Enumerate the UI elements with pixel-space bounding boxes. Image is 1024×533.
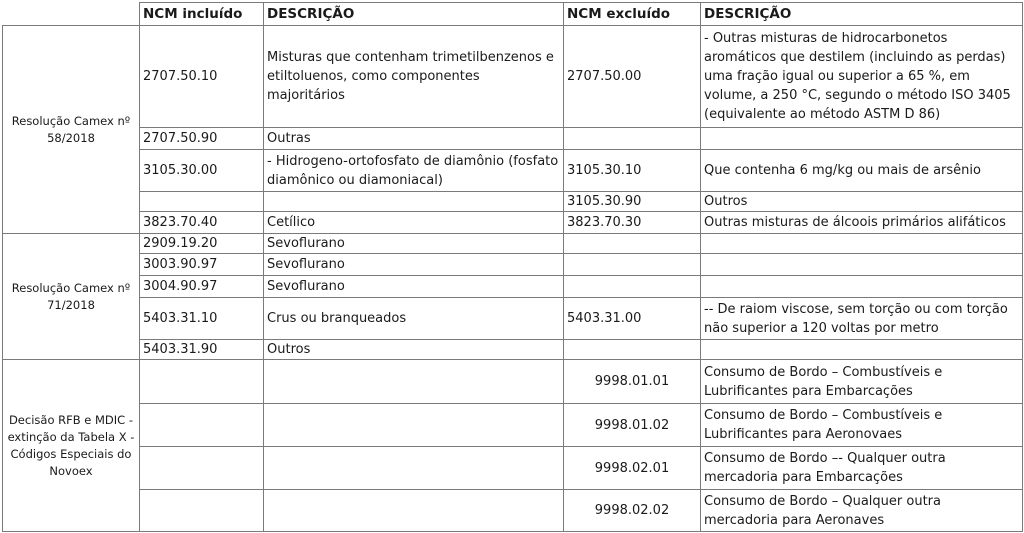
ncm-excluido-cell xyxy=(564,340,701,360)
ncm-incluido-cell xyxy=(140,490,264,532)
ncm-incluido-cell xyxy=(140,192,264,212)
ncm-excluido-cell: 3105.30.90 xyxy=(564,192,701,212)
descricao-incluido-cell: Sevoflurano xyxy=(264,254,564,276)
header-descricao-excluido: DESCRIÇÃO xyxy=(701,3,1023,26)
table-row xyxy=(3,490,1023,532)
header-ncm-excluido: NCM excluído xyxy=(564,3,701,26)
ncm-incluido-cell: 3105.30.00 xyxy=(140,150,264,192)
descricao-incluido-cell: Sevoflurano xyxy=(264,276,564,298)
descricao-excluido-cell: Consumo de Bordo – Combustíveis e Lubrificantes para Aeronovaes xyxy=(701,404,1023,447)
descricao-excluido-cell xyxy=(701,234,1023,254)
ncm-excluido-cell: 5403.31.00 xyxy=(564,298,701,340)
descricao-incluido-cell xyxy=(264,360,564,404)
header-descricao-incluido: DESCRIÇÃO xyxy=(264,3,564,26)
ncm-excluido-cell: 9998.02.01 xyxy=(564,447,701,490)
ncm-incluido-cell: 5403.31.10 xyxy=(140,298,264,340)
descricao-excluido-cell: - Outras misturas de hidrocarbonetos aromáticos que destilem (incluindo as perdas) uma fração igual ou superior a 65 %, em volume, a 250 °C, segundo o método ISO 3405 (equivalente ao método ASTM D 86) xyxy=(701,26,1023,128)
ncm-incluido-cell xyxy=(140,404,264,447)
descricao-incluido-cell: Outros xyxy=(264,340,564,360)
ncm-incluido-cell: 5403.31.90 xyxy=(140,340,264,360)
ncm-excluido-cell xyxy=(564,254,701,276)
descricao-excluido-cell: Consumo de Bordo – Combustíveis e Lubrificantes para Embarcações xyxy=(701,360,1023,404)
ncm-incluido-cell xyxy=(140,447,264,490)
table-row xyxy=(3,212,1023,234)
descricao-incluido-cell: Crus ou branqueados xyxy=(264,298,564,340)
descricao-excluido-cell: Consumo de Bordo – Qualquer outra mercadoria para Aeronaves xyxy=(701,490,1023,532)
table-row xyxy=(3,128,1023,150)
ncm-excluido-cell xyxy=(564,276,701,298)
descricao-excluido-cell: Que contenha 6 mg/kg ou mais de arsênio xyxy=(701,150,1023,192)
ncm-excluido-cell: 3105.30.10 xyxy=(564,150,701,192)
table-row xyxy=(3,192,1023,212)
ncm-incluido-cell: 3004.90.97 xyxy=(140,276,264,298)
descricao-excluido-cell: -- De raiom viscose, sem torção ou com torção não superior a 120 voltas por metro xyxy=(701,298,1023,340)
group-decisao-rfb-mdic: Decisão RFB e MDIC - extinção da Tabela X - Códigos Especiais do Novoex xyxy=(3,360,140,532)
descricao-incluido-cell: Misturas que contenham trimetilbenzenos e etiltoluenos, como componentes majoritários xyxy=(264,26,564,128)
group-resolucao-58: Resolução Camex nº 58/2018 xyxy=(3,26,140,234)
descricao-incluido-cell xyxy=(264,447,564,490)
ncm-excluido-cell: 3823.70.30 xyxy=(564,212,701,234)
ncm-incluido-cell xyxy=(140,360,264,404)
descricao-excluido-cell xyxy=(701,128,1023,150)
header-ncm-incluido: NCM incluído xyxy=(140,3,264,26)
descricao-excluido-cell: Consumo de Bordo –- Qualquer outra mercadoria para Embarcações xyxy=(701,447,1023,490)
descricao-excluido-cell xyxy=(701,276,1023,298)
ncm-incluido-cell: 3003.90.97 xyxy=(140,254,264,276)
table-row xyxy=(3,360,1023,404)
ncm-excluido-cell: 9998.01.01 xyxy=(564,360,701,404)
descricao-excluido-cell xyxy=(701,254,1023,276)
descricao-incluido-cell xyxy=(264,404,564,447)
descricao-incluido-cell: Sevoflurano xyxy=(264,234,564,254)
ncm-incluido-cell: 2707.50.10 xyxy=(140,26,264,128)
group-resolucao-71: Resolução Camex nº 71/2018 xyxy=(3,234,140,360)
ncm-incluido-cell: 3823.70.40 xyxy=(140,212,264,234)
table-row xyxy=(3,404,1023,447)
descricao-incluido-cell: - Hidrogeno-ortofosfato de diamônio (fosfato diamônico ou diamoniacal) xyxy=(264,150,564,192)
header-row xyxy=(3,3,1023,26)
descricao-incluido-cell xyxy=(264,490,564,532)
table-row xyxy=(3,234,1023,254)
ncm-incluido-cell: 2909.19.20 xyxy=(140,234,264,254)
table-row xyxy=(3,254,1023,276)
ncm-excluido-cell xyxy=(564,234,701,254)
table-row xyxy=(3,447,1023,490)
ncm-excluido-cell: 2707.50.00 xyxy=(564,26,701,128)
header-blank xyxy=(3,3,140,26)
ncm-excluido-cell xyxy=(564,128,701,150)
table-row xyxy=(3,150,1023,192)
ncm-incluido-cell: 2707.50.90 xyxy=(140,128,264,150)
descricao-incluido-cell xyxy=(264,192,564,212)
ncm-excluido-cell: 9998.02.02 xyxy=(564,490,701,532)
descricao-incluido-cell: Cetílico xyxy=(264,212,564,234)
descricao-excluido-cell: Outros xyxy=(701,192,1023,212)
table-row xyxy=(3,298,1023,340)
table-row xyxy=(3,340,1023,360)
descricao-excluido-cell: Outras misturas de álcoois primários alifáticos xyxy=(701,212,1023,234)
table-row xyxy=(3,276,1023,298)
ncm-table xyxy=(2,2,1023,532)
ncm-excluido-cell: 9998.01.02 xyxy=(564,404,701,447)
descricao-incluido-cell: Outras xyxy=(264,128,564,150)
table-row xyxy=(3,26,1023,128)
descricao-excluido-cell xyxy=(701,340,1023,360)
